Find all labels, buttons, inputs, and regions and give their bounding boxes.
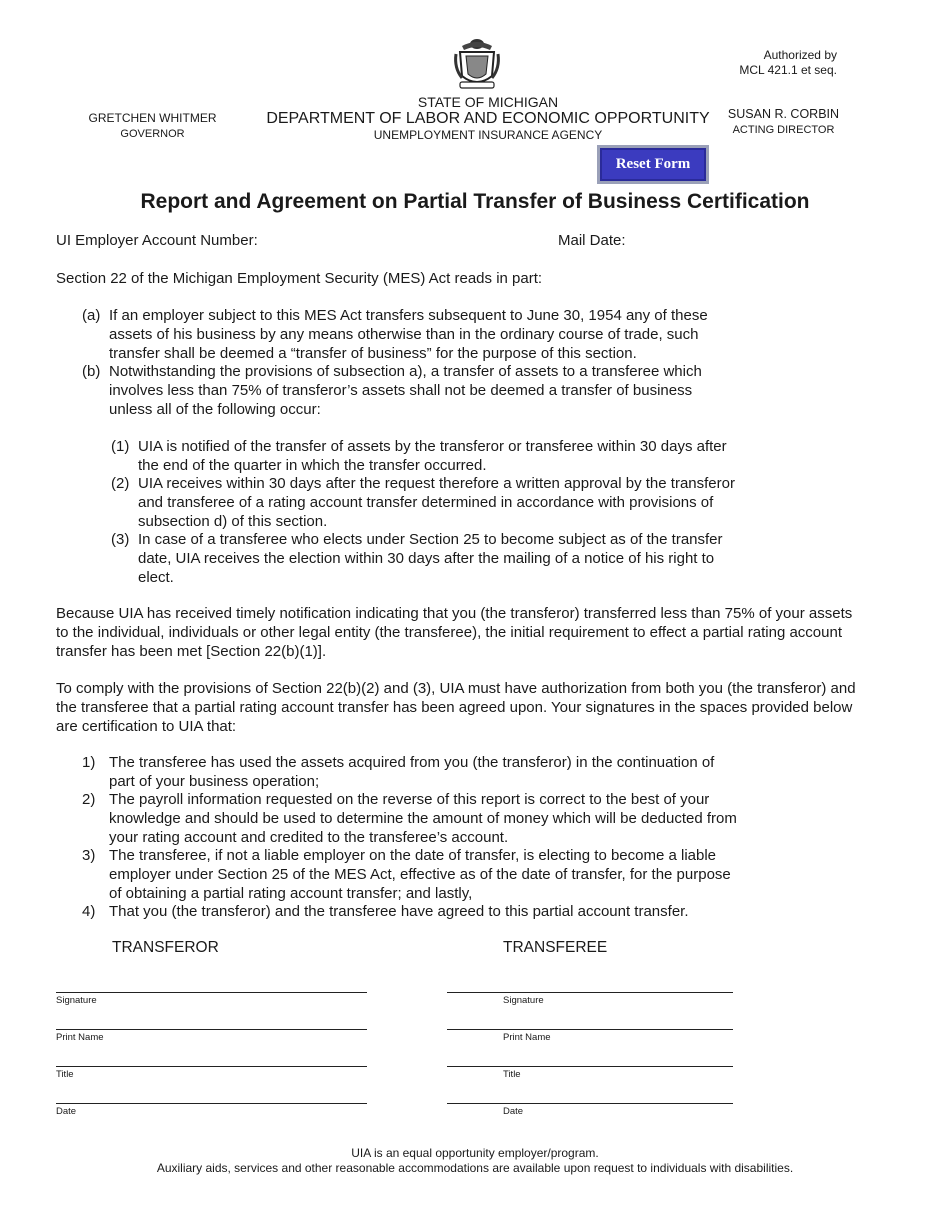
text-line: subsection d) of this section. bbox=[138, 513, 328, 530]
subitem-1-marker: (1) bbox=[111, 438, 130, 455]
cert-1-text bbox=[109, 753, 779, 791]
text-line: assets of his business by any means otherwise than in the ordinary course of trade, such bbox=[109, 326, 699, 343]
agency-header bbox=[238, 94, 738, 143]
text-line: transfer has been met [Section 22(b)(1)]. bbox=[56, 643, 327, 660]
transferor-signature-label: Signature bbox=[56, 995, 97, 1006]
text-line: unless all of the following occur: bbox=[109, 401, 321, 418]
transferor-date-field[interactable] bbox=[56, 1103, 367, 1104]
text-line: That you (the transferor) and the transferee have agreed to this partial account transfer. bbox=[109, 903, 689, 920]
transferee-print-name-label: Print Name bbox=[503, 1032, 551, 1043]
text-line: The transferee has used the assets acquired from you (the transferor) in the continuation of bbox=[109, 754, 715, 771]
cert-3-marker: 3) bbox=[82, 847, 96, 864]
transferee-signature-label: Signature bbox=[503, 995, 544, 1006]
department-name: DEPARTMENT OF LABOR AND ECONOMIC OPPORTUNITY bbox=[266, 110, 710, 127]
notification-paragraph bbox=[56, 604, 916, 661]
text-line: your rating account and credited to the transferee’s account. bbox=[109, 829, 509, 846]
text-line: the end of the quarter in which the transfer occurred. bbox=[138, 457, 487, 474]
text-line: part of your business operation; bbox=[109, 773, 320, 790]
subitem-3-marker: (3) bbox=[111, 531, 130, 548]
text-line: to the individual, individuals or other legal entity (the transferee), the initial requirement to effect a partial rating account bbox=[56, 624, 842, 641]
reset-form-button[interactable]: Reset Form bbox=[597, 145, 709, 184]
transferor-title-label: Title bbox=[56, 1069, 74, 1080]
text-line: In case of a transferee who elects under Section 25 to become subject as of the transfer bbox=[138, 531, 723, 548]
mail-date-label: Mail Date: bbox=[558, 232, 626, 249]
cert-4-text bbox=[109, 902, 779, 921]
transferee-date-label: Date bbox=[503, 1106, 524, 1117]
text-line: The transferee, if not a liable employer on the date of transfer, is electing to become a liable bbox=[109, 847, 717, 864]
transferor-print-name-label: Print Name bbox=[56, 1032, 104, 1043]
transferor-signature-field[interactable] bbox=[56, 992, 367, 993]
text-line: are certification to UIA that: bbox=[56, 718, 237, 735]
state-name: STATE OF MICHIGAN bbox=[417, 94, 559, 110]
governor-title: GOVERNOR bbox=[120, 128, 185, 140]
text-line: involves less than 75% of transferor’s assets shall not be deemed a transfer of business bbox=[109, 382, 693, 399]
mail-date-field[interactable] bbox=[632, 230, 832, 250]
cert-4-marker: 4) bbox=[82, 903, 96, 920]
subitem-2-text bbox=[138, 474, 798, 531]
section-b-text bbox=[109, 362, 769, 419]
transferee-date-field[interactable] bbox=[447, 1103, 733, 1104]
cert-1-marker: 1) bbox=[82, 754, 96, 771]
subitem-2-marker: (2) bbox=[111, 475, 130, 492]
text-line: UIA receives within 30 days after the request therefore a written approval by the transferor bbox=[138, 475, 735, 492]
text-line: employer under Section 25 of the MES Act, effective as of the date of transfer, for the purpose bbox=[109, 866, 731, 883]
account-number-label: UI Employer Account Number: bbox=[56, 232, 258, 249]
cert-2-text bbox=[109, 790, 779, 847]
transferor-title-field[interactable] bbox=[56, 1066, 367, 1067]
transferee-title-field[interactable] bbox=[447, 1066, 733, 1067]
text-line: If an employer subject to this MES Act transfers subsequent to June 30, 1954 any of these bbox=[109, 307, 708, 324]
authority-line: Authorized by bbox=[763, 48, 837, 62]
text-line: of obtaining a partial rating account transfer; and lastly, bbox=[109, 885, 473, 902]
cert-2-marker: 2) bbox=[82, 791, 96, 808]
transferee-signature-field[interactable] bbox=[447, 992, 733, 993]
director-block bbox=[716, 106, 851, 138]
governor-block bbox=[70, 110, 235, 142]
text-line: To comply with the provisions of Section 22(b)(2) and (3), UIA must have authorization from both you (the transferor) and bbox=[56, 680, 856, 697]
account-number-field[interactable] bbox=[268, 230, 548, 250]
section-a-marker: (a) bbox=[82, 307, 101, 324]
text-line: UIA is notified of the transfer of assets by the transferor or transferee within 30 days after bbox=[138, 438, 727, 455]
transferee-title-label: Title bbox=[503, 1069, 521, 1080]
subitem-1-text bbox=[138, 437, 798, 475]
text-line: transfer shall be deemed a “transfer of business” for the purpose of this section. bbox=[109, 345, 637, 362]
text-line: The payroll information requested on the reverse of this report is correct to the best of your bbox=[109, 791, 710, 808]
transferee-heading: TRANSFEREE bbox=[503, 939, 608, 956]
authority-note bbox=[739, 48, 837, 78]
authority-statute: MCL 421.1 et seq. bbox=[739, 63, 837, 77]
director-name: SUSAN R. CORBIN bbox=[727, 107, 840, 121]
text-line: elect. bbox=[138, 569, 174, 586]
text-line: Notwithstanding the provisions of subsection a), a transfer of assets to a transferee which bbox=[109, 363, 702, 380]
section-a-text bbox=[109, 306, 769, 363]
subitem-3-text bbox=[138, 530, 798, 587]
equal-opportunity-note: UIA is an equal opportunity employer/program. bbox=[351, 1146, 599, 1160]
michigan-state-seal-icon bbox=[452, 36, 502, 92]
text-line: date, UIA receives the election within 30 days after the mailing of a notice of his right to bbox=[138, 550, 715, 567]
governor-name: GRETCHEN WHITMER bbox=[88, 111, 217, 125]
intro-text: Section 22 of the Michigan Employment Security (MES) Act reads in part: bbox=[56, 270, 543, 287]
form-title: Report and Agreement on Partial Transfer of Business Certification bbox=[140, 190, 810, 213]
transferor-heading: TRANSFEROR bbox=[112, 939, 219, 956]
text-line: and transferee of a rating account transfer determined in accordance with provisions of bbox=[138, 494, 714, 511]
text-line: knowledge and should be used to determine the amount of money which will be deducted from bbox=[109, 810, 737, 827]
accommodations-note: Auxiliary aids, services and other reasonable accommodations are available upon request to individuals with disabilities. bbox=[156, 1161, 794, 1175]
director-title: ACTING DIRECTOR bbox=[732, 124, 835, 136]
authorization-paragraph bbox=[56, 679, 916, 736]
section-b-marker: (b) bbox=[82, 363, 101, 380]
cert-3-text bbox=[109, 846, 779, 903]
transferee-print-name-field[interactable] bbox=[447, 1029, 733, 1030]
text-line: Because UIA has received timely notification indicating that you (the transferor) transferred less than 75% of your assets bbox=[56, 605, 853, 622]
agency-name: UNEMPLOYMENT INSURANCE AGENCY bbox=[373, 128, 603, 142]
transferor-date-label: Date bbox=[56, 1106, 77, 1117]
text-line: the transferee that a partial rating account transfer has been agreed upon. Your signatures in the spaces provided below bbox=[56, 699, 853, 716]
transferor-print-name-field[interactable] bbox=[56, 1029, 367, 1030]
